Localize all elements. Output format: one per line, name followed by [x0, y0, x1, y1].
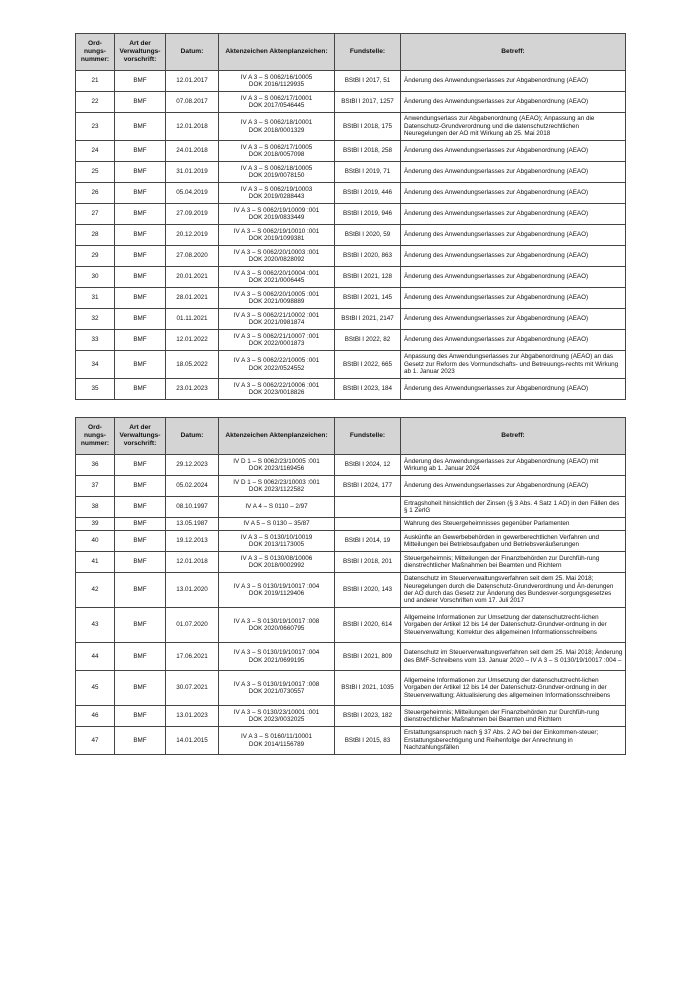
header-art-der-verwaltungsvorschrift: Art der Verwaltungs-vorschrift: [115, 418, 166, 455]
cell-datum: 14.01.2015 [166, 727, 219, 755]
dok-line: DOK 2020/0828092 [248, 256, 305, 263]
cell-nr: 27 [76, 204, 115, 225]
cell-art: BMF [115, 727, 166, 755]
dok-line: DOK 2017/0546445 [248, 102, 305, 109]
cell-aktenzeichen [219, 379, 335, 400]
table-row [76, 573, 626, 608]
dok-line: DOK 2014/1156789 [248, 740, 305, 748]
cell-datum: 29.12.2023 [166, 455, 219, 476]
aktenzeichen-line: IV A 3 – S 0130/19/10017 :008 [233, 680, 320, 688]
header-fundstelle: Fundstelle: [335, 34, 401, 71]
dok-line: DOK 2019/0833449 [248, 214, 305, 221]
cell-nr: 43 [76, 608, 115, 643]
aktenzeichen-line: IV A 5 – S 0130 – 35/87 [243, 520, 310, 528]
aktenzeichen-line: IV A 3 – S 0062/21/10007 :001 [233, 332, 320, 340]
cell-art: BMF [115, 518, 166, 531]
cell-fundstelle: BStBl I 2022, 665 [335, 351, 401, 379]
table-row [76, 288, 626, 309]
cell-art: BMF [115, 608, 166, 643]
cell-art: BMF [115, 643, 166, 671]
cell-aktenzeichen [219, 727, 335, 755]
cell-fundstelle: BStBl I 2018, 201 [335, 552, 401, 573]
aktenzeichen-line: IV A 3 – S 0062/19/10009 :001 [233, 206, 320, 214]
cell-betreff: Änderung des Anwendungserlasses zur Abgabenordnung (AEAO) [401, 183, 626, 204]
cell-nr: 41 [76, 552, 115, 573]
cell-art: BMF [115, 455, 166, 476]
aktenzeichen-line: IV A 3 – S 0062/20/10004 :001 [233, 269, 320, 277]
cell-fundstelle: BStBl I 2021, 2147 [335, 309, 401, 330]
cell-betreff: Allgemeine Informationen zur Umsetzung der datenschutzrecht-lichen Vorgaben der Artikel 12 bis 14 der Datenschutz-Grundver-ordnung in der Steuerverwaltung; Korrektur des allgemeinen Informationsschreibens [401, 608, 626, 643]
aktenzeichen-line: IV A 3 – S 0062/17/10005 [240, 143, 313, 151]
cell-art: BMF [115, 497, 166, 518]
cell-datum: 13.05.1987 [166, 518, 219, 531]
table-row [76, 113, 626, 141]
cell-aktenzeichen [219, 113, 335, 141]
cell-aktenzeichen [219, 643, 335, 671]
aktenzeichen-line: IV A 3 – S 0130/19/10017 :008 [233, 617, 320, 625]
cell-datum: 18.05.2022 [166, 351, 219, 379]
table-row [76, 518, 626, 531]
aktenzeichen-line: IV A 3 – S 0130/10/10019 [240, 533, 313, 541]
cell-aktenzeichen [219, 573, 335, 608]
cell-betreff: Anpassung des Anwendungserlasses zur Abgabenordnung (AEAO) an das Gesetz zur Reform des Vormundschafts- und Betreuungs-rechts mit Wirkung ab 1. Januar 2023 [401, 351, 626, 379]
cell-betreff: Änderung des Anwendungserlasses zur Abgabenordnung (AEAO) [401, 204, 626, 225]
cell-nr: 22 [76, 92, 115, 113]
cell-datum: 08.10.1997 [166, 497, 219, 518]
cell-art: BMF [115, 552, 166, 573]
regulations-table-part-1 [75, 33, 626, 400]
cell-art: BMF [115, 671, 166, 706]
cell-betreff: Steuergeheimnis; Mitteilungen der Finanzbehörden zur Durchfüh-rung dienstrechtlicher Maßnahmen bei Beamten und Richtern [401, 706, 626, 727]
dok-line: DOK 2021/0981874 [248, 319, 305, 326]
cell-aktenzeichen [219, 330, 335, 351]
cell-fundstelle: BStBl I 2023, 184 [335, 379, 401, 400]
table-row [76, 671, 626, 706]
dok-line: DOK 2018/0057098 [248, 151, 305, 158]
cell-aktenzeichen [219, 518, 335, 531]
cell-datum: 20.12.2019 [166, 225, 219, 246]
aktenzeichen-line: IV A 3 – S 0062/16/10005 [240, 73, 313, 81]
header-ordnungsnummer: Ord-nungs-nummer: [76, 418, 115, 455]
cell-datum: 27.09.2019 [166, 204, 219, 225]
cell-betreff: Änderung des Anwendungserlasses zur Abgabenordnung (AEAO) [401, 330, 626, 351]
table-row [76, 455, 626, 476]
table-header-row [76, 34, 626, 71]
cell-nr: 31 [76, 288, 115, 309]
cell-aktenzeichen [219, 351, 335, 379]
cell-art: BMF [115, 706, 166, 727]
cell-nr: 26 [76, 183, 115, 204]
cell-betreff: Änderung des Anwendungserlasses zur Abgabenordnung (AEAO) [401, 71, 626, 92]
aktenzeichen-line: IV A 3 – S 0062/22/10006 :001 [233, 381, 320, 389]
cell-datum: 01.07.2020 [166, 608, 219, 643]
aktenzeichen-line: IV A 3 – S 0130/19/10017 :004 [233, 649, 320, 657]
dok-line: DOK 2022/0524552 [248, 364, 305, 372]
table-row [76, 497, 626, 518]
aktenzeichen-line: IV A 3 – S 0062/22/10005 :001 [233, 357, 320, 365]
cell-betreff: Änderung des Anwendungserlasses zur Abgabenordnung (AEAO) [401, 162, 626, 183]
aktenzeichen-line: IV A 3 – S 0130/23/10001 :001 [233, 708, 320, 716]
cell-art: BMF [115, 267, 166, 288]
cell-art: BMF [115, 71, 166, 92]
cell-nr: 24 [76, 141, 115, 162]
cell-nr: 23 [76, 113, 115, 141]
cell-aktenzeichen [219, 162, 335, 183]
cell-art: BMF [115, 141, 166, 162]
cell-nr: 45 [76, 671, 115, 706]
aktenzeichen-line: IV A 3 – S 0062/19/10003 [240, 185, 313, 193]
cell-datum: 12.01.2017 [166, 71, 219, 92]
table-row [76, 643, 626, 671]
cell-betreff: Änderung des Anwendungserlasses zur Abgabenordnung (AEAO) [401, 141, 626, 162]
table-header-row [76, 418, 626, 455]
cell-nr: 34 [76, 351, 115, 379]
dok-line: DOK 2018/0001329 [248, 126, 305, 134]
cell-betreff: Änderung des Anwendungserlasses zur Abgabenordnung (AEAO) [401, 309, 626, 330]
cell-datum: 28.01.2021 [166, 288, 219, 309]
dok-line: DOK 2021/0730557 [248, 688, 305, 695]
table-row [76, 351, 626, 379]
cell-datum: 17.06.2021 [166, 643, 219, 671]
header-datum: Datum: [166, 418, 219, 455]
dok-line: DOK 2019/0288443 [248, 193, 305, 200]
table-row [76, 379, 626, 400]
cell-aktenzeichen [219, 671, 335, 706]
table-row [76, 183, 626, 204]
cell-nr: 46 [76, 706, 115, 727]
aktenzeichen-line: IV A 3 – S 0062/21/10002 :001 [233, 311, 320, 319]
table-row [76, 309, 626, 330]
cell-nr: 44 [76, 643, 115, 671]
cell-art: BMF [115, 246, 166, 267]
cell-fundstelle: BStBl I 2019, 446 [335, 183, 401, 204]
cell-aktenzeichen [219, 476, 335, 497]
dok-line: DOK 2019/1129406 [248, 590, 305, 597]
cell-fundstelle: BStBl I 2022, 82 [335, 330, 401, 351]
table-row [76, 552, 626, 573]
cell-datum: 31.01.2019 [166, 162, 219, 183]
cell-betreff: Änderung des Anwendungserlasses zur Abgabenordnung (AEAO) [401, 225, 626, 246]
cell-fundstelle: BStBl I 2017, 51 [335, 71, 401, 92]
cell-aktenzeichen [219, 706, 335, 727]
cell-betreff: Anwendungserlass zur Abgabenordnung (AEAO); Anpassung an die Datenschutz-Grundverordnung und die datenschutzrechtlichen Neuregelungen der AO mit Wirkung ab 25. Mai 2018 [401, 113, 626, 141]
cell-aktenzeichen [219, 92, 335, 113]
cell-fundstelle: BStBl I 2024, 177 [335, 476, 401, 497]
dok-line: DOK 2022/0001873 [248, 340, 305, 347]
regulations-table-part-2 [75, 417, 626, 755]
aktenzeichen-line: IV A 4 – S 0110 – 2/97 [245, 503, 308, 511]
cell-fundstelle: BStBl I 2020, 863 [335, 246, 401, 267]
cell-aktenzeichen [219, 288, 335, 309]
cell-datum: 19.12.2013 [166, 531, 219, 552]
cell-betreff: Änderung des Anwendungserlasses zur Abgabenordnung (AEAO) [401, 379, 626, 400]
cell-art: BMF [115, 476, 166, 497]
aktenzeichen-line: IV A 3 – S 0130/08/10006 [240, 554, 313, 562]
cell-aktenzeichen [219, 552, 335, 573]
table-row [76, 71, 626, 92]
cell-art: BMF [115, 225, 166, 246]
aktenzeichen-line: IV A 3 – S 0160/11/10001 [241, 733, 312, 741]
header-ordnungsnummer: Ord-nungs-nummer: [76, 34, 115, 71]
cell-betreff: Änderung des Anwendungserlasses zur Abgabenordnung (AEAO) [401, 246, 626, 267]
cell-fundstelle: BStBl I 2020, 59 [335, 225, 401, 246]
header-betreff: Betreff: [401, 418, 626, 455]
cell-aktenzeichen [219, 183, 335, 204]
header-aktenzeichen: Aktenzeichen Aktenplanzeichen: [219, 34, 335, 71]
cell-datum: 24.01.2018 [166, 141, 219, 162]
cell-aktenzeichen [219, 267, 335, 288]
cell-datum: 30.07.2021 [166, 671, 219, 706]
dok-line: DOK 2021/0006445 [248, 277, 305, 284]
cell-betreff: Erstattungsanspruch nach § 37 Abs. 2 AO bei der Einkommen-steuer; Erstattungsberechtigung und Reihenfolge der Anrechnung in Nachzahlungsfällen [401, 727, 626, 755]
cell-nr: 39 [76, 518, 115, 531]
cell-fundstelle: BStBl I 2019, 946 [335, 204, 401, 225]
table-row [76, 92, 626, 113]
cell-aktenzeichen [219, 141, 335, 162]
aktenzeichen-line: IV D 1 – S 0062/23/10005 :001 [233, 457, 320, 465]
header-aktenzeichen: Aktenzeichen Aktenplanzeichen: [219, 418, 335, 455]
cell-betreff: Änderung des Anwendungserlasses zur Abgabenordnung (AEAO) mit Wirkung ab 1. Januar 2024 [401, 455, 626, 476]
cell-betreff: Allgemeine Informationen zur Umsetzung der datenschutzrecht-lichen Vorgaben der Artikel 12 bis 14 der Datenschutz-Grundver-ordnung in der Steuerverwaltung; Aktualisierung des allgemeinen Informationsschreibens [401, 671, 626, 706]
table-row [76, 608, 626, 643]
cell-aktenzeichen [219, 309, 335, 330]
cell-aktenzeichen [219, 531, 335, 552]
cell-art: BMF [115, 573, 166, 608]
cell-art: BMF [115, 183, 166, 204]
cell-fundstelle: BStBl I 2018, 258 [335, 141, 401, 162]
cell-nr: 29 [76, 246, 115, 267]
cell-art: BMF [115, 379, 166, 400]
cell-betreff: Änderung des Anwendungserlasses zur Abgabenordnung (AEAO) [401, 267, 626, 288]
dok-line: DOK 2020/0660795 [248, 625, 305, 632]
cell-datum: 05.04.2019 [166, 183, 219, 204]
cell-aktenzeichen [219, 71, 335, 92]
cell-datum: 27.08.2020 [166, 246, 219, 267]
cell-betreff: Änderung des Anwendungserlasses zur Abgabenordnung (AEAO) [401, 476, 626, 497]
aktenzeichen-line: IV A 3 – S 0130/19/10017 :004 [233, 582, 320, 590]
cell-datum: 20.01.2021 [166, 267, 219, 288]
dok-line: DOK 2021/0098889 [248, 298, 305, 305]
cell-datum: 05.02.2024 [166, 476, 219, 497]
aktenzeichen-line: IV A 3 – S 0062/18/10005 [240, 164, 313, 172]
dok-line: DOK 2023/0018826 [248, 389, 305, 396]
table-row [76, 204, 626, 225]
cell-datum: 12.01.2018 [166, 552, 219, 573]
cell-fundstelle: BStBl I 2021, 128 [335, 267, 401, 288]
cell-aktenzeichen [219, 246, 335, 267]
cell-datum: 07.08.2017 [166, 92, 219, 113]
dok-line: DOK 2019/0078150 [248, 172, 305, 179]
cell-nr: 30 [76, 267, 115, 288]
dok-line: DOK 2023/1122582 [248, 486, 305, 493]
table-row [76, 162, 626, 183]
cell-art: BMF [115, 531, 166, 552]
aktenzeichen-line: IV A 3 – S 0062/20/10003 :001 [233, 248, 320, 256]
cell-fundstelle: BStBl I 2019, 71 [335, 162, 401, 183]
cell-betreff: Wahrung des Steuergeheimnisses gegenüber Parlamenten [401, 518, 626, 531]
dok-line: DOK 2013/1173005 [248, 541, 305, 548]
aktenzeichen-line: IV A 3 – S 0062/20/10005 :001 [233, 290, 320, 298]
table-row [76, 476, 626, 497]
cell-art: BMF [115, 204, 166, 225]
cell-fundstelle: BStBl I 2021, 145 [335, 288, 401, 309]
cell-art: BMF [115, 92, 166, 113]
table-row [76, 267, 626, 288]
table-row [76, 330, 626, 351]
cell-nr: 36 [76, 455, 115, 476]
cell-aktenzeichen [219, 204, 335, 225]
cell-fundstelle: BStBl I 2017, 1257 [335, 92, 401, 113]
dok-line: DOK 2016/1129935 [248, 81, 305, 88]
cell-nr: 33 [76, 330, 115, 351]
cell-nr: 21 [76, 71, 115, 92]
header-fundstelle: Fundstelle: [335, 418, 401, 455]
cell-fundstelle: BStBl I 2018, 175 [335, 113, 401, 141]
aktenzeichen-line: IV A 3 – S 0062/17/10001 [240, 94, 313, 102]
dok-line: DOK 2019/1099381 [248, 235, 305, 242]
cell-datum: 23.01.2023 [166, 379, 219, 400]
cell-betreff: Änderung des Anwendungserlasses zur Abgabenordnung (AEAO) [401, 92, 626, 113]
cell-art: BMF [115, 288, 166, 309]
cell-datum: 12.01.2018 [166, 113, 219, 141]
dok-line: DOK 2018/0002992 [248, 562, 305, 569]
cell-nr: 35 [76, 379, 115, 400]
cell-aktenzeichen [219, 497, 335, 518]
cell-art: BMF [115, 309, 166, 330]
header-betreff: Betreff: [401, 34, 626, 71]
table-row [76, 141, 626, 162]
dok-line: DOK 2023/0032025 [248, 716, 305, 723]
cell-nr: 32 [76, 309, 115, 330]
table-row [76, 225, 626, 246]
cell-fundstelle: BStBl I 2021, 1035 [335, 671, 401, 706]
header-datum: Datum: [166, 34, 219, 71]
cell-datum: 13.01.2023 [166, 706, 219, 727]
cell-fundstelle: BStBl I 2020, 143 [335, 573, 401, 608]
aktenzeichen-line: IV A 3 – S 0062/19/10010 :001 [233, 227, 320, 235]
cell-betreff: Ertragshoheit hinsichtlich der Zinsen (§ 3 Abs. 4 Satz 1 AO) in den Fällen des § 1 ZerlG [401, 497, 626, 518]
cell-betreff: Änderung des Anwendungserlasses zur Abgabenordnung (AEAO) [401, 288, 626, 309]
cell-nr: 47 [76, 727, 115, 755]
cell-art: BMF [115, 330, 166, 351]
cell-nr: 25 [76, 162, 115, 183]
cell-aktenzeichen [219, 455, 335, 476]
aktenzeichen-line: IV D 1 – S 0062/23/10003 :001 [233, 478, 320, 486]
cell-fundstelle: BStBl I 2024, 12 [335, 455, 401, 476]
cell-datum: 12.01.2022 [166, 330, 219, 351]
cell-fundstelle [335, 518, 401, 531]
dok-line: DOK 2023/1169456 [248, 465, 305, 472]
cell-fundstelle: BStBl I 2021, 809 [335, 643, 401, 671]
cell-art: BMF [115, 351, 166, 379]
cell-datum: 13.01.2020 [166, 573, 219, 608]
cell-fundstelle [335, 497, 401, 518]
cell-fundstelle: BStBl I 2014, 19 [335, 531, 401, 552]
table-row [76, 706, 626, 727]
cell-nr: 28 [76, 225, 115, 246]
cell-nr: 40 [76, 531, 115, 552]
table-row [76, 531, 626, 552]
cell-betreff: Auskünfte an Gewerbebehörden in gewerberechtlichen Verfahren und Mitteilungen bei Betriebsaufgaben und Betriebsveräußerungen [401, 531, 626, 552]
aktenzeichen-line: IV A 3 – S 0062/18/10001 [240, 119, 313, 127]
cell-aktenzeichen [219, 225, 335, 246]
dok-line: DOK 2021/0699195 [248, 656, 305, 664]
cell-betreff: Datenschutz im Steuerverwaltungsverfahren seit dem 25. Mai 2018; Neuregelungen durch die Datenschutz-Grundverordnung und Än-derungen der AO durch das Gesetz zur Änderung des Bundesver-sorgungsgesetzes und anderer Vorschriften vom 17. Juli 2017 [401, 573, 626, 608]
header-art-der-verwaltungsvorschrift: Art der Verwaltungs-vorschrift: [115, 34, 166, 71]
cell-fundstelle: BStBl I 2020, 614 [335, 608, 401, 643]
cell-fundstelle: BStBl I 2023, 182 [335, 706, 401, 727]
cell-aktenzeichen [219, 608, 335, 643]
cell-datum: 01.11.2021 [166, 309, 219, 330]
cell-betreff: Steuergeheimnis; Mitteilungen der Finanzbehörden zur Durchfüh-rung dienstrechtlicher Maßnahmen bei Beamten und Richtern [401, 552, 626, 573]
cell-art: BMF [115, 162, 166, 183]
cell-nr: 38 [76, 497, 115, 518]
cell-nr: 42 [76, 573, 115, 608]
table-row [76, 246, 626, 267]
cell-art: BMF [115, 113, 166, 141]
cell-nr: 37 [76, 476, 115, 497]
cell-betreff: Datenschutz im Steuerverwaltungsverfahren seit dem 25. Mai 2018; Änderung des BMF-Schreibens vom 13. Januar 2020 – IV A 3 – S 0130/19/10017 :004 – [401, 643, 626, 671]
table-row [76, 727, 626, 755]
cell-fundstelle: BStBl I 2015, 83 [335, 727, 401, 755]
